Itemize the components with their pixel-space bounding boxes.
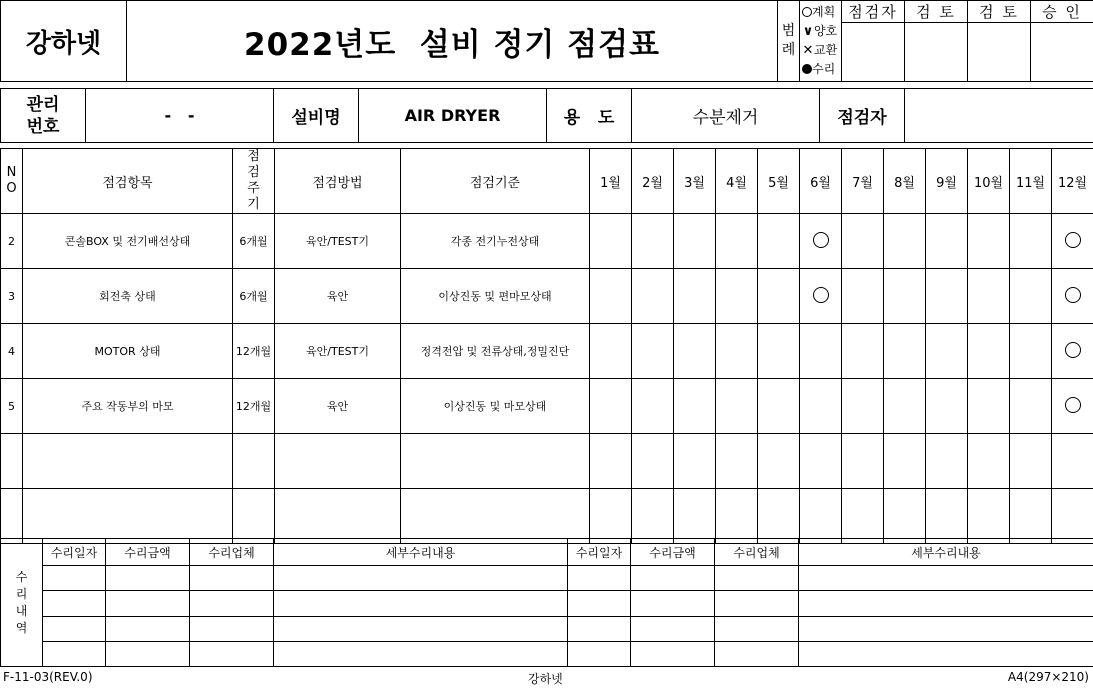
month-cell-1[interactable] xyxy=(590,214,632,269)
cell-cycle: 6개월 xyxy=(233,214,275,269)
repair-cell[interactable] xyxy=(43,616,106,641)
month-cell-6[interactable] xyxy=(800,379,842,434)
col-header-month-5: 5월 xyxy=(758,149,800,214)
table-row xyxy=(1,434,1093,489)
empty-cell[interactable] xyxy=(23,434,233,489)
empty-cell[interactable] xyxy=(1010,434,1052,489)
empty-cell[interactable] xyxy=(233,434,275,489)
month-cell-8[interactable] xyxy=(884,269,926,324)
cell-no: 5 xyxy=(1,379,23,434)
month-cell-5[interactable] xyxy=(758,324,800,379)
repair-cell[interactable] xyxy=(190,616,274,641)
cell-standard: 각종 전기누전상태 xyxy=(401,214,590,269)
signature-header-review1: 검 토 xyxy=(905,1,968,23)
cell-standard: 이상진동 및 편마모상태 xyxy=(401,269,590,324)
repair-col-header-2: 수리업체 xyxy=(190,539,274,566)
month-cell-2[interactable] xyxy=(632,214,674,269)
repair-row xyxy=(1,566,1093,591)
month-cell-10[interactable] xyxy=(968,324,1010,379)
repair-col-header-4: 수리일자 xyxy=(568,539,631,566)
repair-side-label: 수리내역 xyxy=(1,539,43,667)
legend-item-replace: ✕교환 xyxy=(802,43,838,58)
repair-cell[interactable] xyxy=(568,616,631,641)
cell-cycle: 12개월 xyxy=(233,324,275,379)
empty-cell[interactable] xyxy=(968,434,1010,489)
empty-cell[interactable] xyxy=(716,434,758,489)
table-row xyxy=(1,269,1093,324)
repair-cell[interactable] xyxy=(631,616,715,641)
repair-cell[interactable] xyxy=(568,591,631,616)
month-cell-2[interactable] xyxy=(632,379,674,434)
repair-cell[interactable] xyxy=(631,591,715,616)
empty-cell[interactable] xyxy=(275,489,401,544)
signature-box-review1[interactable] xyxy=(905,23,968,82)
month-cell-12[interactable] xyxy=(1052,324,1093,379)
repair-cell[interactable] xyxy=(274,591,568,616)
col-header-no: N O xyxy=(1,149,23,214)
mgmt-number-label: 관리 번호 xyxy=(1,89,86,143)
repair-cell[interactable] xyxy=(274,616,568,641)
filled-circle-icon xyxy=(802,64,812,74)
legend-label-text: 범 례 xyxy=(781,23,796,58)
month-cell-5[interactable] xyxy=(758,269,800,324)
table-row xyxy=(1,489,1093,544)
empty-cell[interactable] xyxy=(632,434,674,489)
month-cell-10[interactable] xyxy=(968,269,1010,324)
signature-box-approve[interactable] xyxy=(1031,23,1093,82)
cross-icon: ✕ xyxy=(802,43,814,58)
plan-circle-icon xyxy=(1065,342,1081,358)
month-cell-11[interactable] xyxy=(1010,379,1052,434)
repair-cell[interactable] xyxy=(715,591,799,616)
signature-header-approve: 승 인 xyxy=(1031,1,1093,23)
month-cell-11[interactable] xyxy=(1010,269,1052,324)
repair-col-header-3: 세부수리내용 xyxy=(274,539,568,566)
repair-cell[interactable] xyxy=(799,616,1093,641)
repair-history-table xyxy=(0,538,1093,667)
col-header-month-2: 2월 xyxy=(632,149,674,214)
legend-label xyxy=(778,1,800,82)
month-cell-8[interactable] xyxy=(884,379,926,434)
legend xyxy=(800,1,842,82)
col-header-month-12: 12월 xyxy=(1052,149,1093,214)
repair-cell[interactable] xyxy=(190,641,274,666)
month-cell-4[interactable] xyxy=(716,269,758,324)
equipment-name-value[interactable]: AIR DRYER xyxy=(359,89,547,143)
inspection-grid xyxy=(0,148,1093,544)
repair-cell[interactable] xyxy=(631,566,715,591)
month-cell-3[interactable] xyxy=(674,269,716,324)
col-header-method: 점검방법 xyxy=(275,149,401,214)
month-cell-11[interactable] xyxy=(1010,214,1052,269)
repair-col-header-1: 수리금액 xyxy=(106,539,190,566)
empty-cell[interactable] xyxy=(800,489,842,544)
repair-cell[interactable] xyxy=(43,591,106,616)
empty-cell[interactable] xyxy=(884,489,926,544)
month-cell-6[interactable] xyxy=(800,214,842,269)
circle-icon xyxy=(802,7,812,17)
empty-cell[interactable] xyxy=(1052,434,1093,489)
cell-method: 육안 xyxy=(275,379,401,434)
empty-cell[interactable] xyxy=(926,434,968,489)
empty-cell[interactable] xyxy=(23,489,233,544)
month-cell-4[interactable] xyxy=(716,379,758,434)
month-cell-1[interactable] xyxy=(590,269,632,324)
repair-cell[interactable] xyxy=(715,566,799,591)
month-cell-7[interactable] xyxy=(842,214,884,269)
empty-cell[interactable] xyxy=(716,489,758,544)
repair-row xyxy=(1,591,1093,616)
month-cell-8[interactable] xyxy=(884,324,926,379)
month-cell-5[interactable] xyxy=(758,214,800,269)
empty-cell[interactable] xyxy=(926,489,968,544)
repair-cell[interactable] xyxy=(631,641,715,666)
empty-cell[interactable] xyxy=(401,434,590,489)
empty-cell[interactable] xyxy=(842,489,884,544)
col-header-cycle: 점검 주기 xyxy=(233,149,275,214)
plan-circle-icon xyxy=(813,232,829,248)
cell-method: 육안 xyxy=(275,269,401,324)
empty-cell[interactable] xyxy=(1010,489,1052,544)
legend-item-repair: 수리 xyxy=(802,60,841,79)
empty-cell[interactable] xyxy=(590,434,632,489)
col-header-month-9: 9월 xyxy=(926,149,968,214)
month-cell-7[interactable] xyxy=(842,379,884,434)
empty-cell[interactable] xyxy=(401,489,590,544)
paper-size: A4(297×210) xyxy=(1007,670,1089,684)
repair-cell[interactable] xyxy=(43,566,106,591)
table-row xyxy=(1,379,1093,434)
empty-cell[interactable] xyxy=(800,434,842,489)
month-cell-4[interactable] xyxy=(716,214,758,269)
col-header-item: 점검항목 xyxy=(23,149,233,214)
empty-cell[interactable] xyxy=(758,489,800,544)
empty-cell[interactable] xyxy=(674,489,716,544)
month-cell-1[interactable] xyxy=(590,324,632,379)
cell-method: 육안/TEST기 xyxy=(275,324,401,379)
repair-col-header-7: 세부수리내용 xyxy=(799,539,1093,566)
cell-method: 육안/TEST기 xyxy=(275,214,401,269)
repair-cell[interactable] xyxy=(274,641,568,666)
col-header-month-11: 11월 xyxy=(1010,149,1052,214)
month-cell-2[interactable] xyxy=(632,269,674,324)
legend-item-good: ∨양호 xyxy=(802,24,838,39)
legend-item-plan: 계획 xyxy=(802,3,841,22)
empty-cell[interactable] xyxy=(590,489,632,544)
month-cell-6[interactable] xyxy=(800,324,842,379)
empty-cell[interactable] xyxy=(884,434,926,489)
month-cell-7[interactable] xyxy=(842,324,884,379)
col-header-month-4: 4월 xyxy=(716,149,758,214)
month-cell-10[interactable] xyxy=(968,379,1010,434)
month-cell-6[interactable] xyxy=(800,269,842,324)
mgmt-number-value[interactable]: - - xyxy=(86,89,274,143)
repair-cell[interactable] xyxy=(799,641,1093,666)
month-cell-9[interactable] xyxy=(926,324,968,379)
form-code: F-11-03(REV.0) xyxy=(3,670,93,684)
month-cell-8[interactable] xyxy=(884,214,926,269)
repair-cell[interactable] xyxy=(715,616,799,641)
inspector-value[interactable] xyxy=(905,89,1093,143)
empty-cell[interactable] xyxy=(842,434,884,489)
col-header-month-8: 8월 xyxy=(884,149,926,214)
month-cell-3[interactable] xyxy=(674,324,716,379)
month-cell-5[interactable] xyxy=(758,379,800,434)
cell-item: 콘솔BOX 및 전기배선상태 xyxy=(23,214,233,269)
repair-cell[interactable] xyxy=(568,566,631,591)
repair-cell[interactable] xyxy=(190,591,274,616)
empty-cell[interactable] xyxy=(968,489,1010,544)
month-cell-4[interactable] xyxy=(716,324,758,379)
signature-header-inspector: 점검자 xyxy=(842,1,905,23)
repair-cell[interactable] xyxy=(799,566,1093,591)
month-cell-12[interactable] xyxy=(1052,269,1093,324)
empty-cell[interactable] xyxy=(674,434,716,489)
footer-company: 강하넷 xyxy=(528,672,563,686)
empty-cell[interactable] xyxy=(758,434,800,489)
plan-circle-icon xyxy=(1065,232,1081,248)
check-icon: ∨ xyxy=(802,24,814,39)
month-cell-2[interactable] xyxy=(632,324,674,379)
repair-cell[interactable] xyxy=(43,641,106,666)
empty-cell[interactable] xyxy=(233,489,275,544)
repair-cell[interactable] xyxy=(106,566,190,591)
repair-col-header-0: 수리일자 xyxy=(43,539,106,566)
cell-standard: 이상진동 및 마모상태 xyxy=(401,379,590,434)
empty-cell[interactable] xyxy=(1,434,23,489)
repair-cell[interactable] xyxy=(106,616,190,641)
cell-item: 주요 작동부의 마모 xyxy=(23,379,233,434)
plan-circle-icon xyxy=(1065,397,1081,413)
company-name: 강하넷 xyxy=(1,1,127,82)
month-cell-12[interactable] xyxy=(1052,379,1093,434)
repair-row xyxy=(1,641,1093,666)
month-cell-3[interactable] xyxy=(674,379,716,434)
col-header-month-6: 6월 xyxy=(800,149,842,214)
repair-cell[interactable] xyxy=(799,591,1093,616)
month-cell-9[interactable] xyxy=(926,269,968,324)
empty-cell[interactable] xyxy=(632,489,674,544)
table-row xyxy=(1,324,1093,379)
repair-col-header-6: 수리업체 xyxy=(715,539,799,566)
usage-label: 용 도 xyxy=(547,89,632,143)
col-header-month-10: 10월 xyxy=(968,149,1010,214)
month-cell-12[interactable] xyxy=(1052,214,1093,269)
col-header-month-1: 1월 xyxy=(590,149,632,214)
repair-row xyxy=(1,616,1093,641)
info-table xyxy=(0,88,1093,143)
col-header-month-3: 3월 xyxy=(674,149,716,214)
signature-box-inspector[interactable] xyxy=(842,23,905,82)
repair-cell[interactable] xyxy=(274,566,568,591)
month-cell-9[interactable] xyxy=(926,214,968,269)
month-cell-7[interactable] xyxy=(842,269,884,324)
col-header-standard: 점검기준 xyxy=(401,149,590,214)
col-header-month-7: 7월 xyxy=(842,149,884,214)
equipment-name-label: 설비명 xyxy=(274,89,359,143)
empty-cell[interactable] xyxy=(275,434,401,489)
month-cell-10[interactable] xyxy=(968,214,1010,269)
cell-standard: 정격전압 및 전류상태,정밀진단 xyxy=(401,324,590,379)
header-table xyxy=(0,0,1093,82)
repair-cell[interactable] xyxy=(190,566,274,591)
empty-cell[interactable] xyxy=(1052,489,1093,544)
month-cell-9[interactable] xyxy=(926,379,968,434)
cell-no: 3 xyxy=(1,269,23,324)
plan-circle-icon xyxy=(1065,287,1081,303)
usage-value[interactable]: 수분제거 xyxy=(632,89,820,143)
plan-circle-icon xyxy=(813,287,829,303)
repair-cell[interactable] xyxy=(106,641,190,666)
repair-cell[interactable] xyxy=(106,591,190,616)
cell-cycle: 12개월 xyxy=(233,379,275,434)
cell-no: 4 xyxy=(1,324,23,379)
repair-col-header-5: 수리금액 xyxy=(631,539,715,566)
inspector-label: 점검자 xyxy=(820,89,905,143)
signature-box-review2[interactable] xyxy=(968,23,1031,82)
document-title: 2022년도 설비 정기 점검표 xyxy=(127,1,778,82)
repair-cell[interactable] xyxy=(715,641,799,666)
signature-header-review2: 검 토 xyxy=(968,1,1031,23)
cell-cycle: 6개월 xyxy=(233,269,275,324)
month-cell-11[interactable] xyxy=(1010,324,1052,379)
table-row xyxy=(1,214,1093,269)
cell-item: 회전축 상태 xyxy=(23,269,233,324)
month-cell-3[interactable] xyxy=(674,214,716,269)
month-cell-1[interactable] xyxy=(590,379,632,434)
repair-cell[interactable] xyxy=(568,641,631,666)
empty-cell[interactable] xyxy=(1,489,23,544)
cell-no: 2 xyxy=(1,214,23,269)
cell-item: MOTOR 상태 xyxy=(23,324,233,379)
